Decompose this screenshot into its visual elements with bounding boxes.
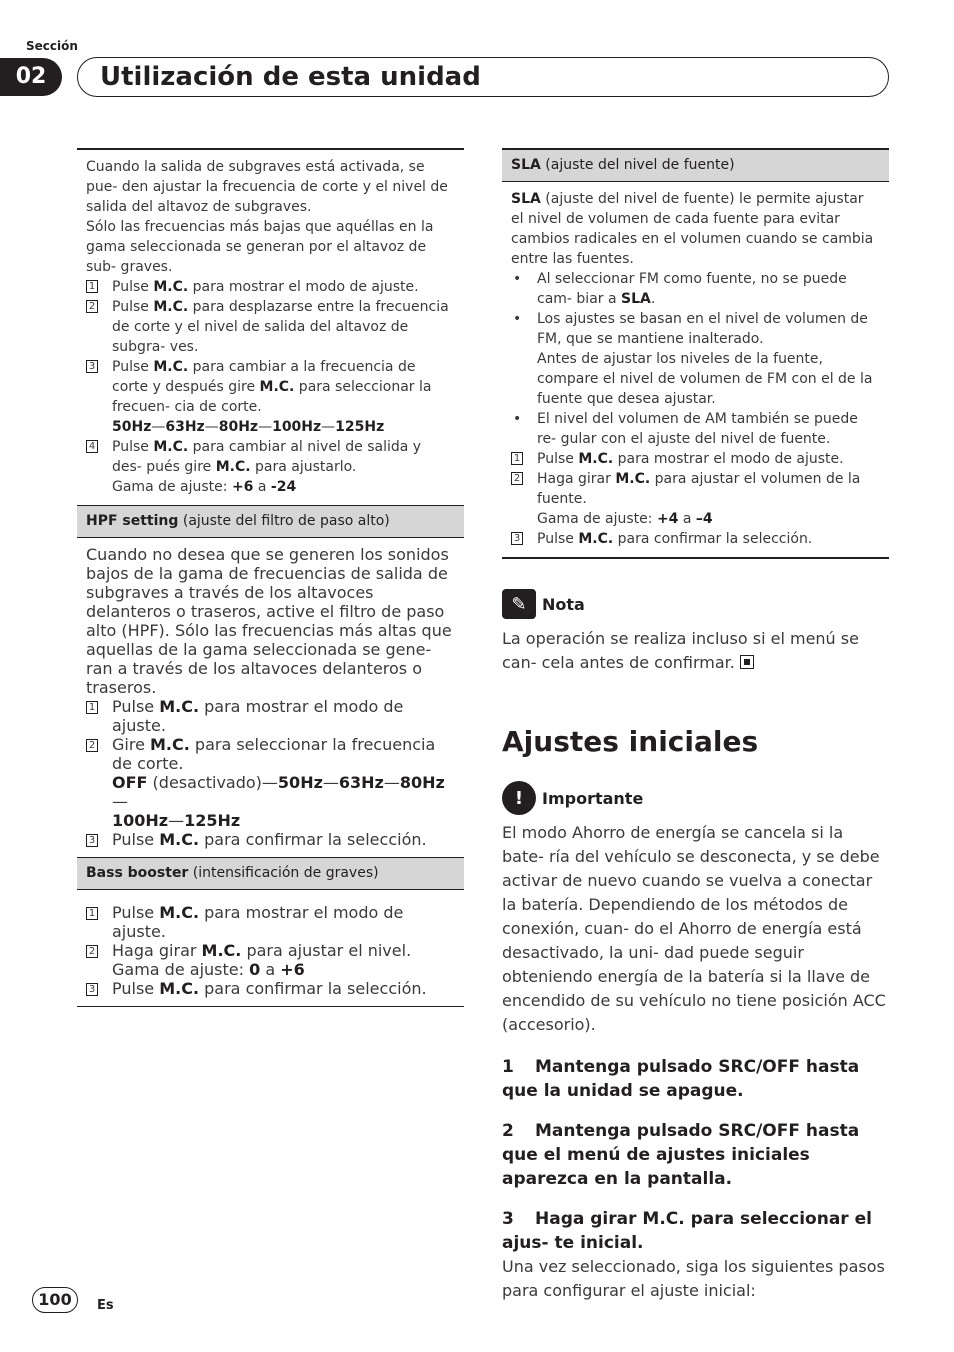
bullet-dot: •: [513, 311, 522, 327]
hpf-body: [77, 538, 464, 857]
important-text: El modo Ahorro de energía se cancela si la bate- ría del vehículo se desconecta, y se debe activar de nuevo cuando se vuelva a conectar la batería. Dependiendo de los métodos de conexión, cuan- do el Ahorro de energía está desactivado, la uni- dad puede seguir obteniendo energía de la batería si la llave de encendido de su vehículo no tiene posición ACC (accesorio).: [502, 823, 886, 1034]
instruction-step: [502, 1207, 889, 1255]
sla-header: [502, 150, 889, 182]
step-number: 1: [86, 701, 98, 714]
freq-value: 63Hz: [165, 419, 205, 435]
bullet-text: .: [650, 291, 656, 307]
hpf-subtitle: (ajuste del filtro de paso alto): [178, 513, 390, 529]
left-column: [77, 148, 464, 1007]
step-text: para mostrar el modo de ajuste.: [613, 451, 844, 467]
step-number: 1: [86, 907, 98, 920]
step-number: 4: [86, 440, 98, 453]
sla-title: SLA: [511, 157, 541, 173]
step-item: [86, 357, 455, 417]
freq-value: 50Hz: [112, 419, 152, 435]
freq-off: OFF: [112, 773, 148, 792]
instruction-step: [502, 1119, 889, 1191]
range-label: Gama de ajuste:: [112, 479, 232, 495]
sla-description: [511, 189, 880, 269]
bullet-text: Al seleccionar FM como fuente, no se puede cam- biar a: [537, 271, 847, 307]
step-item: [86, 297, 455, 357]
note-text: La operación se realiza incluso si el menú se can- cela antes de confirmar.: [502, 629, 859, 672]
step-text: Pulse: [112, 830, 160, 849]
step-number: 3: [86, 834, 98, 847]
hpf-box: [77, 505, 464, 857]
freq-value: 100Hz: [272, 419, 322, 435]
range-label: Gama de ajuste:: [112, 960, 250, 979]
sla-box: [502, 148, 889, 559]
step-text: para seleccionar la frecuen- cia de corte.: [112, 379, 432, 415]
note-body: [502, 627, 889, 675]
step-number: 3: [86, 360, 98, 373]
step-text: para desplazarse entre la frecuencia de corte y el nivel de salida del altavoz de subgra- ves.: [112, 299, 449, 355]
step-number: 3: [511, 532, 523, 545]
step-item: [86, 437, 455, 477]
bullet-item: [511, 309, 880, 409]
instruction-number: 2: [502, 1121, 514, 1141]
freq-sequence: 50Hz—63Hz—80Hz—100Hz—125Hz: [112, 419, 385, 435]
freq-value: 125Hz: [335, 419, 385, 435]
step-key: M.C.: [153, 279, 189, 295]
step-number: 2: [511, 472, 523, 485]
step-text: Pulse: [112, 903, 160, 922]
range-label: Gama de ajuste:: [537, 511, 657, 527]
step-text: para confirmar la selección.: [199, 830, 427, 849]
section-title: Utilización de esta unidad: [100, 62, 481, 92]
range-sep: a: [260, 960, 281, 979]
step-text: Haga girar: [537, 471, 616, 487]
sla-key: SLA: [511, 191, 541, 207]
step-item: [511, 469, 880, 509]
step-text: Pulse: [112, 299, 154, 315]
step-text: para confirmar la selección.: [613, 531, 813, 547]
bullet-dot: •: [513, 411, 522, 427]
hpf-description: Cuando no desea que se generen los sonidos bajos de la gama de frecuencias de salida de subgraves a través de los altavoces delanteros o traseros, active el filtro de paso alto (HPF). Sólo las frecuencias más altas que aquellas de la gama seleccionada se gene- ran a través de los altavoces delanteros o traseros.: [86, 545, 452, 697]
subwoofer-note: Sólo las frecuencias más bajas que aquéllas en la gama seleccionada se generan por el altavoz de sub- graves.: [86, 219, 434, 275]
freq-off-label: (desactivado): [147, 773, 262, 792]
step-item: [86, 735, 455, 773]
instruction-step: [502, 1055, 889, 1103]
bass-title: Bass booster: [86, 865, 189, 881]
step-number: 3: [86, 983, 98, 996]
freq-value: 50Hz: [277, 773, 323, 792]
range-to: -24: [270, 479, 297, 495]
section-label: Sección: [26, 39, 78, 53]
step-text: Pulse: [537, 531, 579, 547]
step-key: M.C.: [159, 979, 200, 998]
step-text: para mostrar el modo de ajuste.: [112, 903, 404, 941]
step-key: M.C.: [201, 941, 242, 960]
range-sep: a: [253, 479, 271, 495]
step-text: para ajustar el nivel.: [241, 941, 412, 960]
step-text: Pulse: [537, 451, 579, 467]
step-item: [86, 979, 455, 998]
step-number: 1: [511, 452, 523, 465]
step-text: Haga girar: [112, 941, 202, 960]
step-item: [86, 697, 455, 735]
bullet-item: [511, 269, 880, 309]
hpf-title: HPF setting: [86, 513, 179, 529]
end-mark-icon: [740, 655, 754, 669]
language-code: Es: [97, 1298, 114, 1313]
step-key: M.C.: [153, 439, 189, 455]
step-text: Gire: [112, 735, 150, 754]
bullet-text: El nivel del volumen de AM también se puede re- gular con el ajuste del nivel de fuente.: [537, 411, 858, 447]
step-text: Pulse: [112, 439, 154, 455]
right-column: [502, 148, 889, 1303]
bass-box: [77, 857, 464, 1007]
step-number: 2: [86, 739, 98, 752]
step-key: M.C.: [153, 359, 189, 375]
important-title: Importante: [542, 788, 644, 808]
step-text: Pulse: [112, 697, 160, 716]
step-text: para confirmar la selección.: [199, 979, 427, 998]
range-sep: a: [678, 511, 696, 527]
step-key: M.C.: [153, 299, 189, 315]
step-item: [86, 277, 455, 297]
step-key: M.C.: [159, 830, 200, 849]
section-title-box: [77, 57, 889, 97]
step-key: M.C.: [578, 531, 614, 547]
step-number: 2: [86, 945, 98, 958]
step-key: M.C.: [150, 735, 190, 754]
note-heading: [502, 589, 889, 619]
bullet-text: Antes de ajustar los niveles de la fuente, compare el nivel de volumen de FM con el de la fuente que desea ajustar.: [537, 351, 873, 407]
sla-text: (ajuste del nivel de fuente) le permite ajustar el nivel de volumen de cada fuente para evitar cambios radicales en el volumen cuando se cambia entre las fuentes.: [511, 191, 874, 267]
step-text: para cambiar al nivel de salida y des- pués gire: [112, 439, 422, 475]
sla-body: [502, 182, 889, 557]
range-line: [86, 960, 455, 979]
bullet-key: SLA: [621, 291, 651, 307]
important-icon: !: [502, 781, 536, 815]
bullet-item: [511, 409, 880, 449]
step-text: para seleccionar la frecuencia de corte.: [112, 735, 436, 773]
subwoofer-box: [77, 148, 464, 505]
pencil-note-icon: ✎: [502, 589, 536, 619]
note-title: Nota: [542, 594, 585, 614]
step-key: M.C.: [215, 459, 251, 475]
bass-subtitle: (intensificación de graves): [188, 865, 379, 881]
freq-value: 63Hz: [338, 773, 384, 792]
section-number: 02: [0, 58, 62, 96]
step-key: M.C.: [159, 903, 200, 922]
bullet-text: Los ajustes se basan en el nivel de volumen de FM, que se mantiene inalterado.: [537, 311, 868, 347]
step-key: M.C.: [259, 379, 295, 395]
step-item: [511, 529, 880, 549]
step-text: para ajustar el volumen de la fuente.: [537, 471, 861, 507]
bass-header: [77, 858, 464, 890]
page-number: 100: [32, 1287, 78, 1313]
instruction-number: 1: [502, 1057, 514, 1077]
instruction-text: Mantenga pulsado SRC/OFF hasta que la unidad se apague.: [502, 1057, 860, 1101]
step-item: [86, 903, 455, 941]
step-text: para cambiar a la frecuencia de corte y después gire: [112, 359, 416, 395]
step-key: M.C.: [159, 697, 200, 716]
step-item: [86, 830, 455, 849]
subwoofer-intro: Cuando la salida de subgraves está activada, se pue- den ajustar la frecuencia de corte y el nivel de salida del altavoz de subgraves.: [86, 159, 448, 215]
range-to: –4: [695, 511, 713, 527]
step-key: M.C.: [615, 471, 651, 487]
step-item: [86, 941, 455, 960]
freq-value: 125Hz: [184, 811, 241, 830]
important-heading: [502, 781, 889, 815]
range-from: 0: [249, 960, 261, 979]
hpf-header: [77, 506, 464, 538]
bullet-dot: •: [513, 271, 522, 287]
instruction-after: Una vez seleccionado, siga los siguientes pasos para configurar el ajuste inicial:: [502, 1257, 885, 1300]
instruction-number: 3: [502, 1209, 514, 1229]
freq-sequence: OFF (desactivado)—50Hz—63Hz—80Hz— 100Hz—125Hz: [112, 773, 445, 830]
bass-body: [77, 890, 464, 1006]
range-from: +6: [231, 479, 254, 495]
step-item: [511, 449, 880, 469]
step-key: M.C.: [578, 451, 614, 467]
step-text: para ajustarlo.: [250, 459, 357, 475]
freq-value: 80Hz: [218, 419, 259, 435]
initial-settings-heading: Ajustes iniciales: [502, 725, 759, 758]
step-number: 2: [86, 300, 98, 313]
instruction-text: Mantenga pulsado SRC/OFF hasta que el menú de ajustes iniciales aparezca en la pantalla.: [502, 1121, 860, 1189]
range-line: [86, 477, 455, 497]
freq-value: 80Hz: [399, 773, 445, 792]
range-from: +4: [656, 511, 679, 527]
step-number: 1: [86, 280, 98, 293]
range-to: +6: [280, 960, 305, 979]
subwoofer-body: [77, 150, 464, 505]
step-text: Pulse: [112, 279, 154, 295]
step-text: Pulse: [112, 979, 160, 998]
sla-subtitle: (ajuste del nivel de fuente): [540, 157, 735, 173]
range-line: [511, 509, 880, 529]
step-text: para mostrar el modo de ajuste.: [188, 279, 419, 295]
freq-value: 100Hz: [112, 811, 169, 830]
step-text: para mostrar el modo de ajuste.: [112, 697, 404, 735]
instruction-text: Haga girar M.C. para seleccionar el ajus- te inicial.: [502, 1209, 872, 1253]
step-text: Pulse: [112, 359, 154, 375]
